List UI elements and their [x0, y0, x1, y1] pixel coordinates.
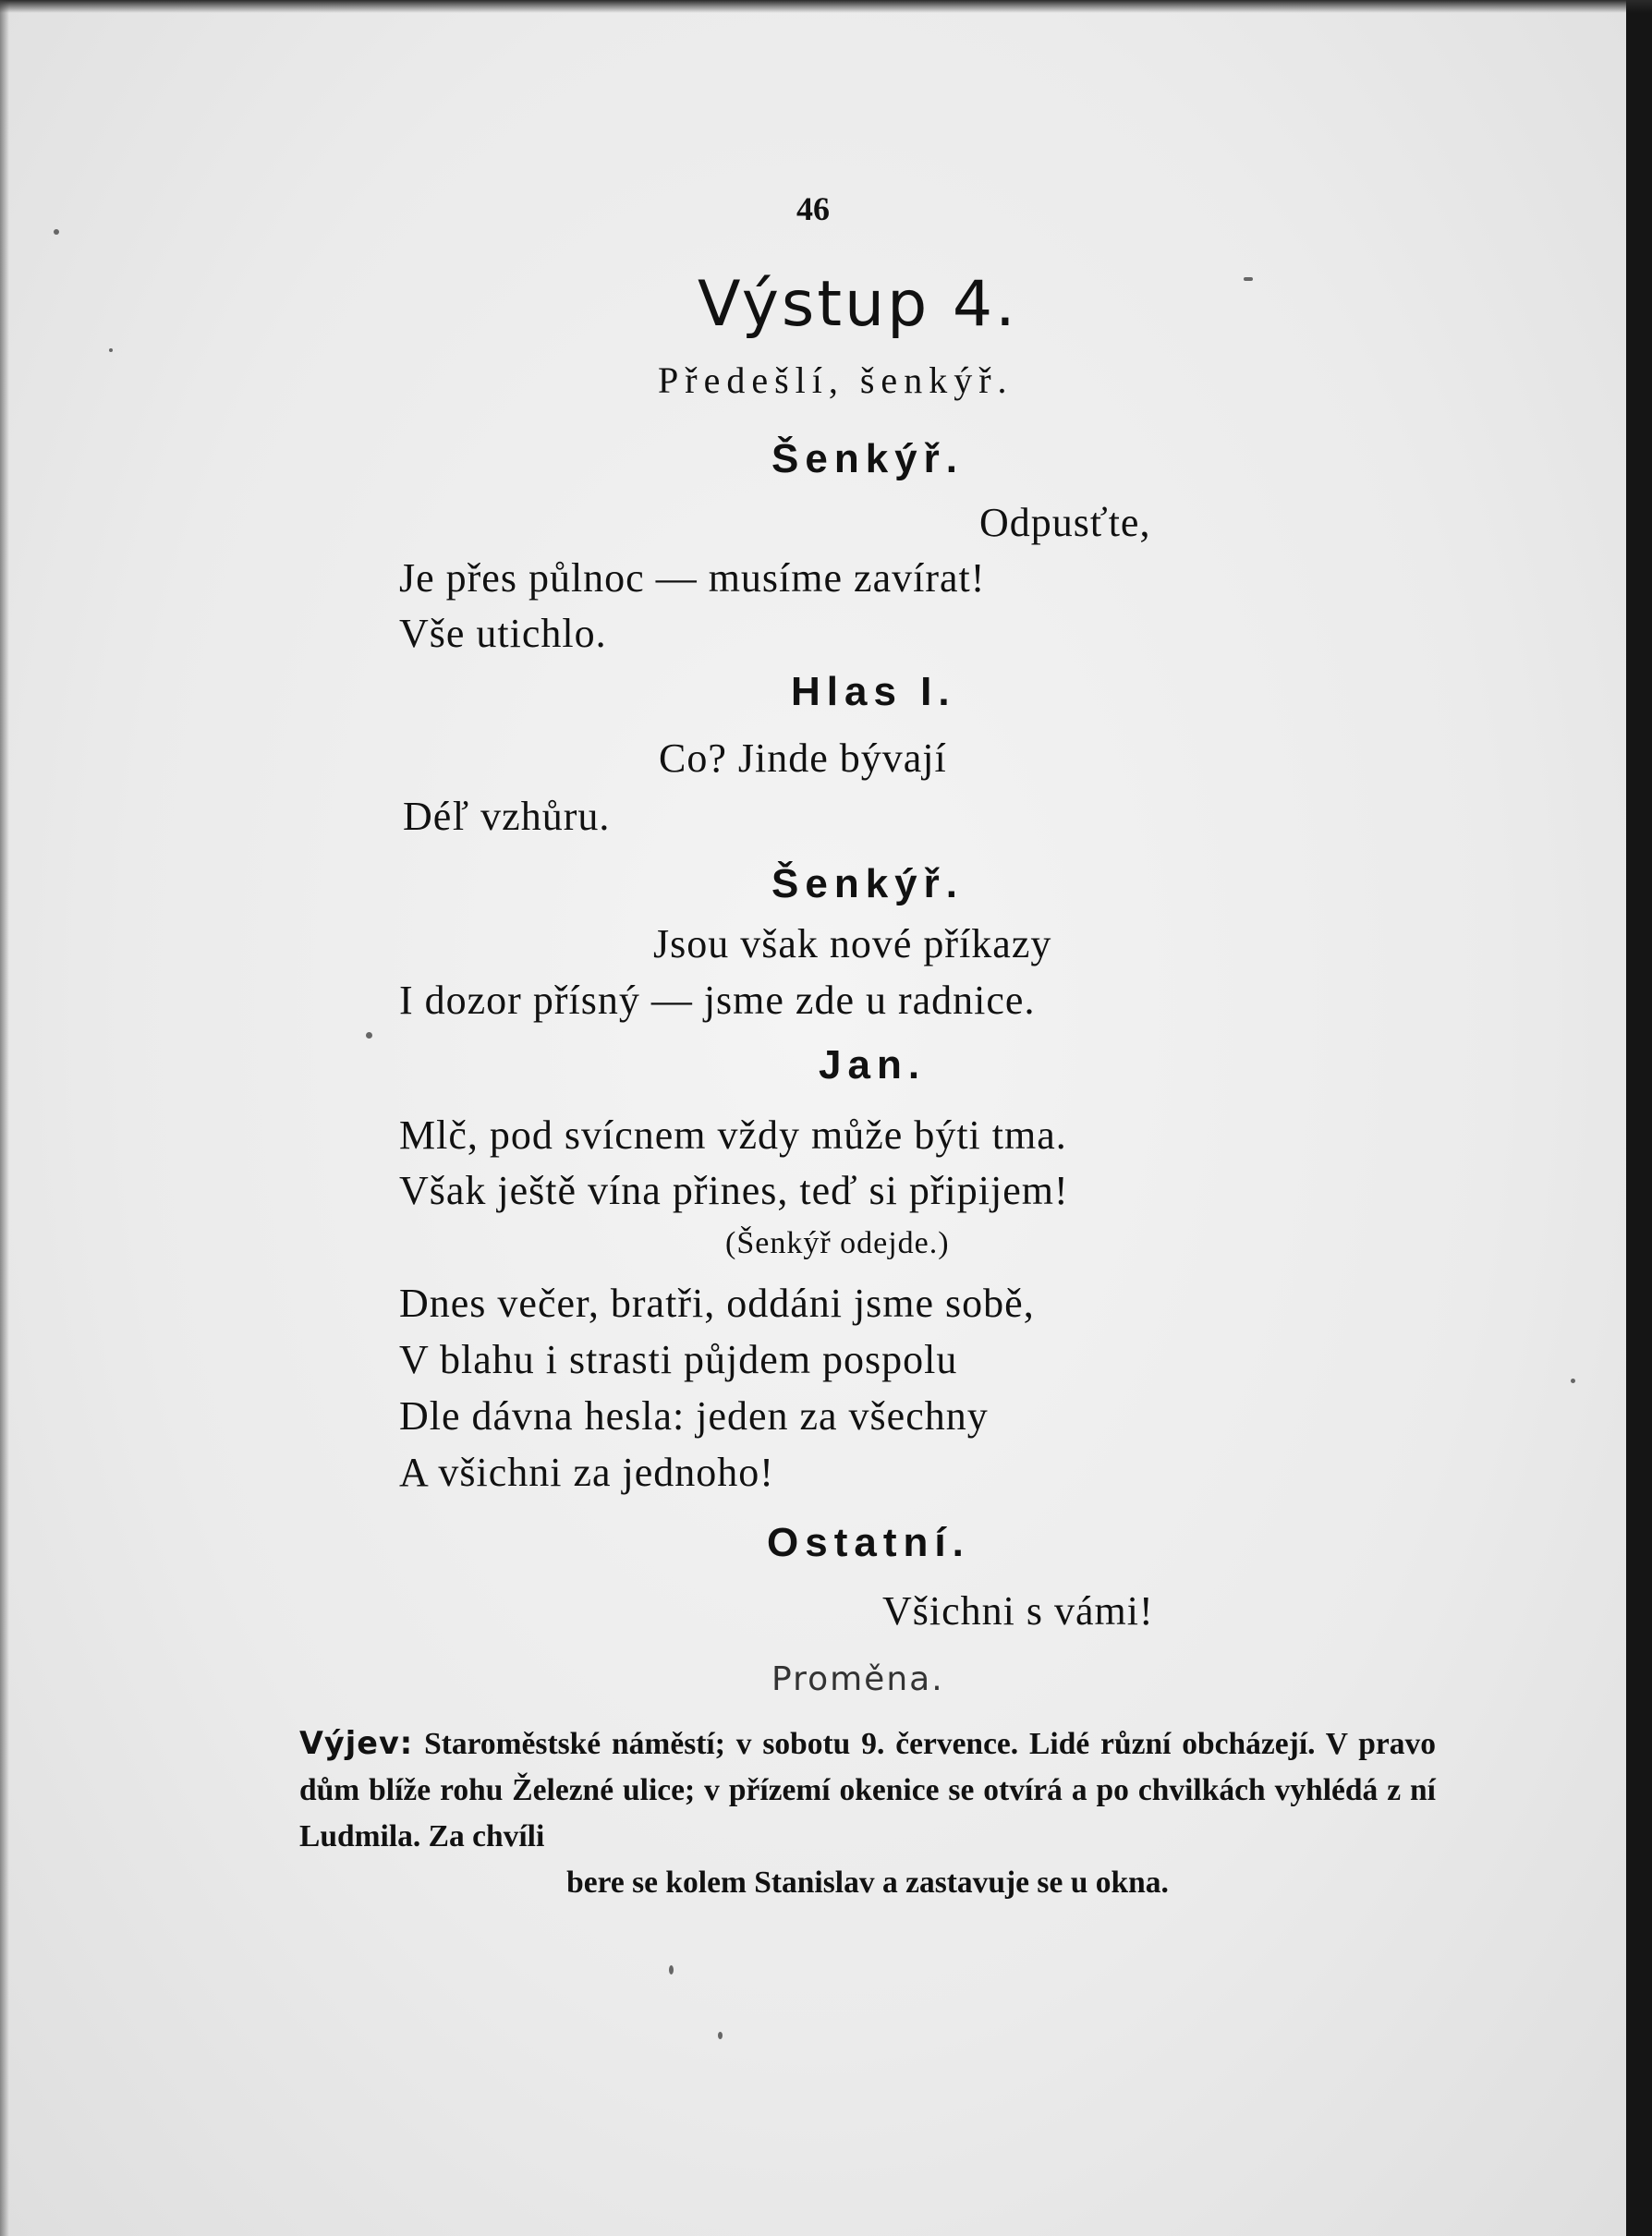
verse-line: Dnes večer, bratři, oddáni jsme sobě, — [399, 1281, 1035, 1326]
verse-line: Mlč, pod svícnem vždy může býti tma. — [399, 1112, 1067, 1158]
scene-change: Proměna. — [771, 1660, 944, 1698]
verse-line: Déľ vzhůru. — [403, 794, 611, 839]
verse-line: Všichni s vámi! — [882, 1588, 1154, 1634]
verse-line: Jsou však nové příkazy — [653, 921, 1052, 966]
scan-speck — [54, 229, 59, 235]
scan-speck — [669, 1965, 674, 1975]
speaker-name: Šenkýř. — [771, 861, 964, 906]
verse-line: Je přes půlnoc — musíme zavírat! — [399, 555, 986, 601]
speaker-name: Hlas I. — [791, 669, 956, 714]
verse-line: A všichni za jednoho! — [399, 1450, 774, 1495]
setting-label: Výjev: — [299, 1725, 414, 1761]
scan-border-top — [0, 0, 1652, 13]
verse-line: Dle dávna hesla: jeden za všechny — [399, 1393, 989, 1439]
speaker-name: Ostatní. — [767, 1520, 970, 1565]
stage-direction: (Šenkýř odejde.) — [725, 1226, 950, 1260]
setting-line: bere se kolem Stanislav a zastavuje se u okna. — [566, 1865, 1169, 1900]
scan-speck — [1244, 277, 1253, 281]
speaker-name: Šenkýř. — [771, 436, 964, 481]
scan-border-left — [0, 0, 9, 2236]
speaker-name: Jan. — [819, 1042, 927, 1088]
scan-border-right — [1626, 0, 1652, 2236]
verse-line: Však ještě vína přines, teď si připijem! — [399, 1168, 1069, 1213]
setting-line: okenice se otvírá a po chvilkách vyhlédá z ní Ludmila. Za chvíli — [299, 1773, 1436, 1853]
page-number: 46 — [796, 190, 830, 227]
verse-line: V blahu i strasti půjdem pospolu — [399, 1337, 958, 1382]
verse-line: I dozor přísný — jsme zde u radnice. — [399, 978, 1036, 1023]
cast-list: Předešlí, šenkýř. — [658, 359, 1014, 401]
verse-line: Odpusťte, — [979, 500, 1151, 545]
scan-speck — [366, 1032, 372, 1039]
scan-speck — [718, 2032, 723, 2039]
verse-line: Vše utichlo. — [399, 611, 607, 656]
verse-line: Co? Jinde bývají — [659, 735, 947, 781]
setting-line: obcházejí. V pravo dům blíže rohu Železné ulice; v přízemí — [299, 1727, 1437, 1807]
scene-title: Výstup 4. — [698, 268, 1018, 341]
setting-line: Staroměstské náměstí; v sobotu 9. července. Lidé různí — [424, 1727, 1172, 1761]
scan-speck — [109, 348, 113, 352]
setting-description — [299, 1720, 1436, 1906]
scan-speck — [1571, 1379, 1575, 1383]
